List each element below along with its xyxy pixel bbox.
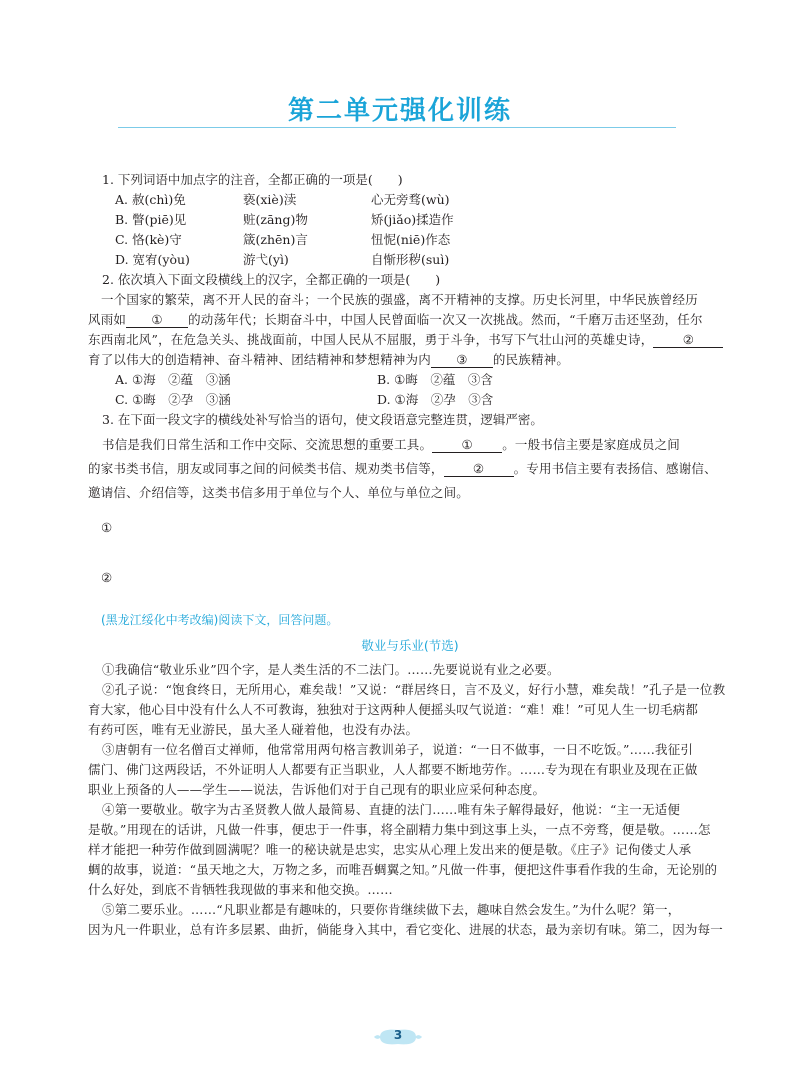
article-line: 育大家，他心目中没有什么人不可教诲，独独对于这两种人便摇头叹气说道：“难！难！”可见人生一切毛病都: [88, 702, 699, 717]
article-line: ③唐朝有一位名僧百丈禅师，他常常用两句格言教训弟子，说道：“一日不做事，一日不吃饭。”……我征引: [102, 742, 694, 757]
article-line: 儒门、佛门这两段话，不外证明人人都要有正当职业，人人都要不断地劳作。……专为现在有职业及现在正做: [88, 762, 698, 777]
q1-stem: 1. 下列词语中加点字的注音，全都正确的一项是( ): [102, 172, 403, 187]
q2-passage-line-2: 风雨如 ① 的动荡年代；长期奋斗中，中国人民曾面临一次又一次挑战。然而，“千磨万击还坚劲，任尔: [88, 312, 703, 327]
q3-stem: 3. 在下面一段文字的横线处补写恰当的语句，使文段语意完整连贯，逻辑严密。: [102, 412, 543, 427]
q3-blank-1[interactable]: ①: [432, 437, 502, 453]
q2-option-b[interactable]: B. ①晦 ②蕴 ③含: [377, 372, 493, 387]
blank-3[interactable]: ③: [431, 352, 493, 368]
article-line: ①我确信“敬业乐业”四个字，是人类生活的不二法门。……先要说说有业之必要。: [102, 662, 560, 677]
q3-passage-line-3: 邀请信、介绍信等，这类书信多用于单位与个人、单位与单位之间。: [88, 485, 470, 500]
article-title: 敬业与乐业(节选): [361, 638, 459, 653]
title-divider: [118, 127, 676, 128]
q1-option-cell: D. 宽宥(yòu): [115, 252, 190, 267]
q3-answer-1[interactable]: ①: [101, 520, 113, 535]
article-line: 样才能把一种劳作做到圆满呢？唯一的秘诀就是忠实，忠实从心理上发出来的便是敬。《庄子》记佝偻丈人承: [88, 842, 692, 857]
q1-option-cell: 自惭形秽(suì): [371, 252, 450, 267]
q1-option-row[interactable]: [101, 230, 719, 250]
article-line: 职业上预备的人——学生——说法，告诉他们对于自己现有的职业应采何种态度。: [88, 782, 546, 797]
q2-passage-line-1: 一个国家的繁荣，离不开人民的奋斗；一个民族的强盛，离不开精神的支撑。历史长河里，中华民族曾经历: [101, 292, 698, 307]
q1-option-cell: 心无旁骛(wù): [371, 192, 450, 207]
q1-options: [101, 190, 719, 270]
page-number: 3: [393, 1028, 403, 1042]
page-number-badge: [372, 1027, 424, 1047]
blank-2[interactable]: ②: [653, 332, 723, 348]
article-line: 因为凡一件职业，总有许多层累、曲折，倘能身入其中，看它变化、进展的状态，最为亲切有味。第二，因为每一: [88, 922, 724, 937]
q1-option-row[interactable]: [101, 190, 719, 210]
page-content: [88, 170, 726, 940]
q3-passage-line-1: 书信是我们日常生活和工作中交际、交流思想的重要工具。 ① 。一般书信主要是家庭成员之间: [102, 437, 681, 452]
q1-option-row[interactable]: [101, 210, 719, 230]
q2-option-d[interactable]: D. ①海 ②孕 ③含: [377, 392, 494, 407]
q1-option-cell: 矫(jiǎo)揉造作: [371, 212, 454, 227]
article-line: ④第一要敬业。敬字为古圣贤教人做人最简易、直捷的法门……唯有朱子解得最好，他说：“主一无适便: [102, 802, 681, 817]
q3-blank-2[interactable]: ②: [444, 461, 514, 477]
q2-passage-line-4: 育了以伟大的创造精神、奋斗精神、团结精神和梦想精神为内 ③ 的民族精神。: [88, 352, 570, 367]
q1-option-cell: C. 恪(kè)守: [115, 232, 182, 247]
article-line: 是敬。”用现在的话讲，凡做一件事，便忠于一件事，将全副精力集中到这事上头，一点不旁骛，便是敬。……怎: [88, 822, 711, 837]
q3-passage-line-2: 的家书类书信，朋友或同事之间的问候类书信、规劝类书信等， ② 。专用书信主要有表扬信、感谢信、: [88, 461, 717, 476]
q1-option-cell: 箴(zhēn)言: [243, 232, 308, 247]
article-line: 有药可医，唯有无业游民，虽大圣人碰着他，也没有办法。: [88, 722, 419, 737]
q2-passage-line-3: 东西南北风”，在危急关头、挑战面前，中国人民从不屈服，勇于斗争，书写下气壮山河的英雄史诗， ②: [88, 330, 719, 350]
blank-1[interactable]: ①: [126, 312, 188, 328]
q2-option-a[interactable]: A. ①海 ②蕴 ③涵: [115, 372, 231, 387]
q2-options-row-2: [101, 390, 719, 410]
q2-stem: 2. 依次填入下面文段横线上的汉字，全都正确的一项是( ): [102, 272, 441, 287]
q3-answer-2[interactable]: ②: [101, 570, 113, 585]
q1-option-row[interactable]: [101, 250, 719, 270]
q2-option-c[interactable]: C. ①晦 ②孕 ③涵: [115, 392, 231, 407]
q1-option-cell: 亵(xiè)渎: [243, 192, 297, 207]
article-line: ②孔子说：“饱食终日，无所用心，难矣哉！”又说：“群居终日，言不及义，好行小慧，难矣哉！”孔子是一位教: [102, 682, 726, 697]
page-title: 第二单元强化训练: [287, 96, 512, 126]
article-body: [88, 660, 726, 940]
q1-option-cell: A. 赦(chì)免: [115, 192, 186, 207]
q1-option-cell: 忸怩(niē)作态: [371, 232, 451, 247]
q2-options-row-1: [101, 370, 719, 390]
q1-option-cell: B. 瞥(piē)见: [115, 212, 187, 227]
article-line: ⑤第二要乐业。……“凡职业都是有趣味的，只要你肯继续做下去，趣味自然会发生。”为什么呢？第一，: [102, 902, 681, 917]
q1-option-cell: 赃(zāng)物: [243, 212, 308, 227]
q1-option-cell: 游弋(yì): [243, 252, 289, 267]
article-line: 蜩的故事，说道：“虽天地之大，万物之多，而唯吾蜩翼之知。”凡做一件事，便把这件事看作我的生命，无论别的: [88, 862, 718, 877]
article-line: 什么好处，到底不肯牺牲我现做的事来和他交换。……: [88, 882, 393, 897]
reading-source: (黑龙江绥化中考改编)阅读下文，回答问题。: [101, 613, 339, 627]
